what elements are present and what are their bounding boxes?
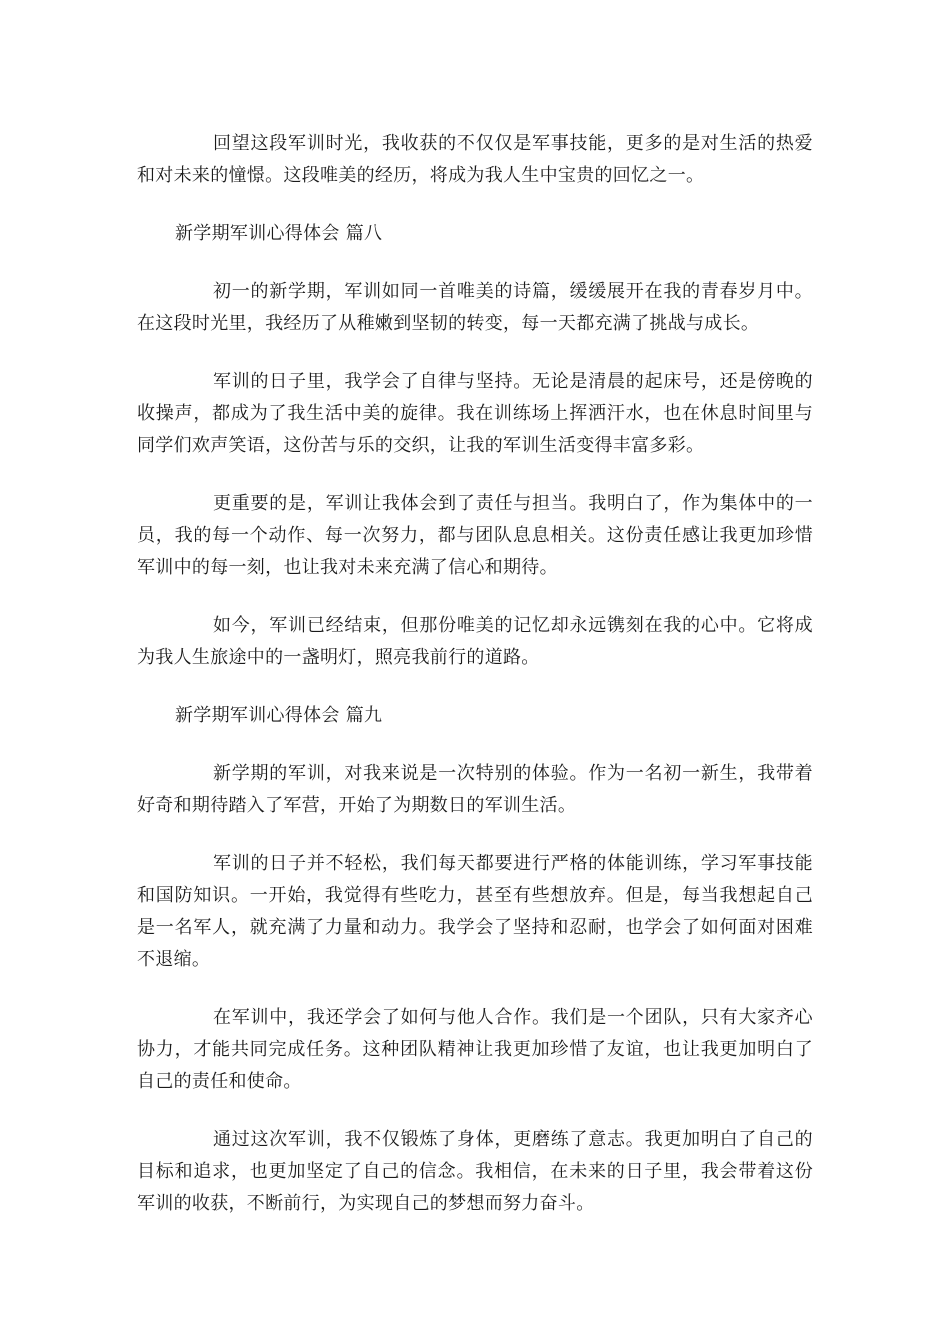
paragraph-part9-teamwork: 在军训中，我还学会了如何与他人合作。我们是一个团队，只有大家齐心协力，才能共同完成任务。这种团队精神让我更加珍惜了友谊，也让我更加明白了自己的责任和使命。 xyxy=(137,1007,813,1092)
paragraph-part9-conclusion: 通过这次军训，我不仅锻炼了身体，更磨练了意志。我更加明白了自己的目标和追求，也更加坚定了自己的信念。我相信，在未来的日子里，我会带着这份军训的收获，不断前行，为实现自己的梦想而努力奋斗。 xyxy=(137,1129,813,1214)
section-heading-part-9: 新学期军训心得体会 篇九 xyxy=(175,705,383,726)
paragraph-part8-intro: 初一的新学期，军训如同一首唯美的诗篇，缓缓展开在我的青春岁月中。在这段时光里，我经历了从稚嫩到坚韧的转变，每一天都充满了挑战与成长。 xyxy=(137,281,813,334)
section-heading-part-8: 新学期军训心得体会 篇八 xyxy=(175,223,383,244)
document-body xyxy=(137,128,813,1246)
paragraph-reflection-closing: 回望这段军训时光，我收获的不仅仅是军事技能，更多的是对生活的热爱和对未来的憧憬。这段唯美的经历，将成为我人生中宝贵的回忆之一。 xyxy=(137,133,813,186)
paragraph-part8-responsibility: 更重要的是，军训让我体会到了责任与担当。我明白了，作为集体中的一员，我的每一个动作、每一次努力，都与团队息息相关。这份责任感让我更加珍惜军训中的每一刻，也让我对未来充满了信心和期待。 xyxy=(137,493,813,578)
paragraph-part9-intro: 新学期的军训，对我来说是一次特别的体验。作为一名初一新生，我带着好奇和期待踏入了军营，开始了为期数日的军训生活。 xyxy=(137,763,813,816)
paragraph-part8-discipline: 军训的日子里，我学会了自律与坚持。无论是清晨的起床号，还是傍晚的收操声，都成为了我生活中美的旋律。我在训练场上挥洒汗水，也在休息时间里与同学们欢声笑语，这份苦与乐的交织，让我的军训生活变得丰富多彩。 xyxy=(137,371,813,456)
paragraph-part8-conclusion: 如今，军训已经结束，但那份唯美的记忆却永远镌刻在我的心中。它将成为我人生旅途中的一盏明灯，照亮我前行的道路。 xyxy=(137,615,813,668)
paragraph-part9-training: 军训的日子并不轻松，我们每天都要进行严格的体能训练，学习军事技能和国防知识。一开始，我觉得有些吃力，甚至有些想放弃。但是，每当我想起自己是一名军人，就充满了力量和动力。我学会了坚持和忍耐，也学会了如何面对困难不退缩。 xyxy=(137,853,813,970)
